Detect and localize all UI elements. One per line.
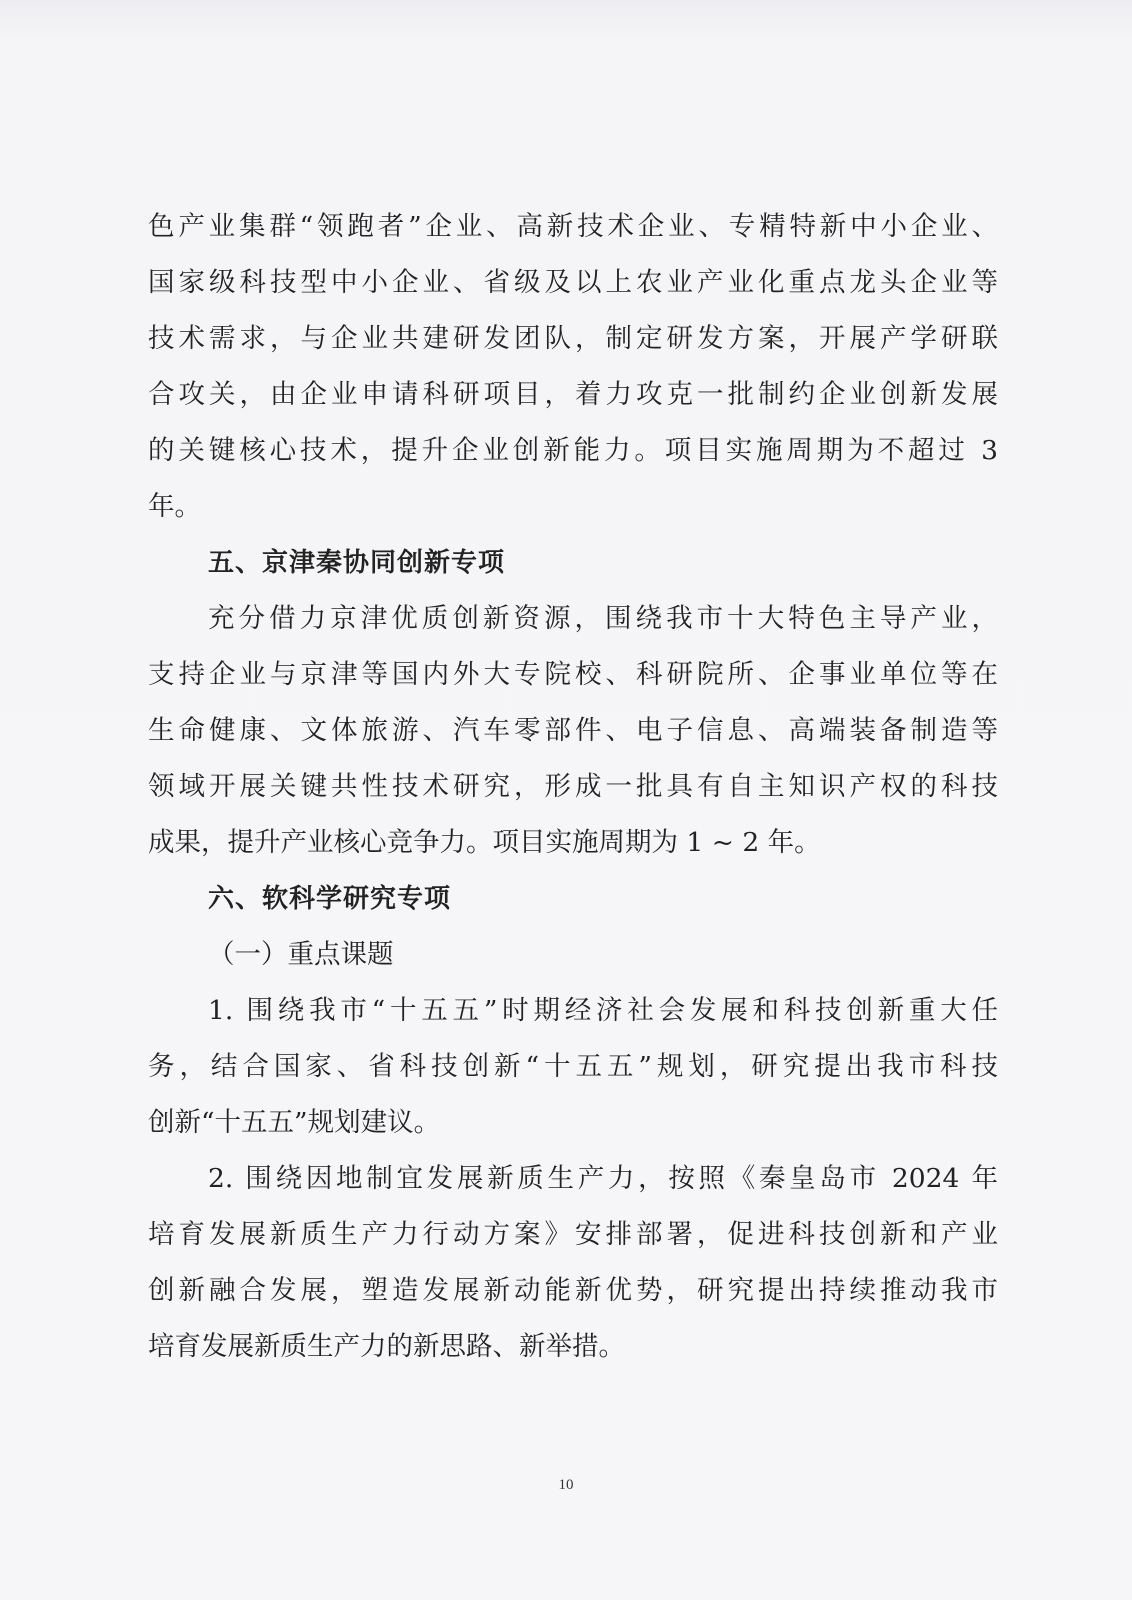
section-heading-5: 五、京津秦协同创新专项 [208,548,506,578]
paragraph-line: 充分借力京津优质创新资源，围绕我市十大特色主导产业， [208,603,998,634]
paragraph-line: 培育发展新质生产力行动方案》安排部署，促进科技创新和产业 [148,1219,998,1250]
paragraph-line: 合攻关，由企业申请科研项目，着力攻克一批制约企业创新发展 [148,379,998,410]
paragraph-line: 年。 [148,491,201,522]
paragraph-line: 技术需求，与企业共建研发团队，制定研发方案，开展产学研联 [148,323,998,354]
paragraph-line: 领域开展关键共性技术研究，形成一批具有自主知识产权的科技 [148,771,998,802]
subsection-heading: （一）重点课题 [208,939,394,970]
paragraph-line: 2. 围绕因地制宜发展新质生产力，按照《秦皇岛市 2024 年 [208,1163,998,1194]
paragraph-line: 成果，提升产业核心竞争力。项目实施周期为 1 ~ 2 年。 [148,827,821,858]
paragraph-line: 国家级科技型中小企业、省级及以上农业产业化重点龙头企业等 [148,267,998,298]
paragraph-line: 支持企业与京津等国内外大专院校、科研院所、企事业单位等在 [148,659,998,690]
page-number: 10 [558,1477,574,1493]
paragraph-line: 务，结合国家、省科技创新“十五五”规划，研究提出我市科技 [148,1051,998,1082]
paragraph-line: 色产业集群“领跑者”企业、高新技术企业、专精特新中小企业、 [148,211,998,242]
paragraph-line: 的关键核心技术，提升企业创新能力。项目实施周期为不超过 3 [148,435,998,466]
section-heading-6: 六、软科学研究专项 [208,884,452,914]
paragraph-line: 1. 围绕我市“十五五”时期经济社会发展和科技创新重大任 [208,995,998,1026]
paragraph-line: 生命健康、文体旅游、汽车零部件、电子信息、高端装备制造等 [148,715,998,746]
paragraph-line: 创新“十五五”规划建议。 [148,1107,441,1138]
paragraph-line: 培育发展新质生产力的新思路、新举措。 [148,1331,625,1362]
paragraph-line: 创新融合发展，塑造发展新动能新优势，研究提出持续推动我市 [148,1275,998,1306]
